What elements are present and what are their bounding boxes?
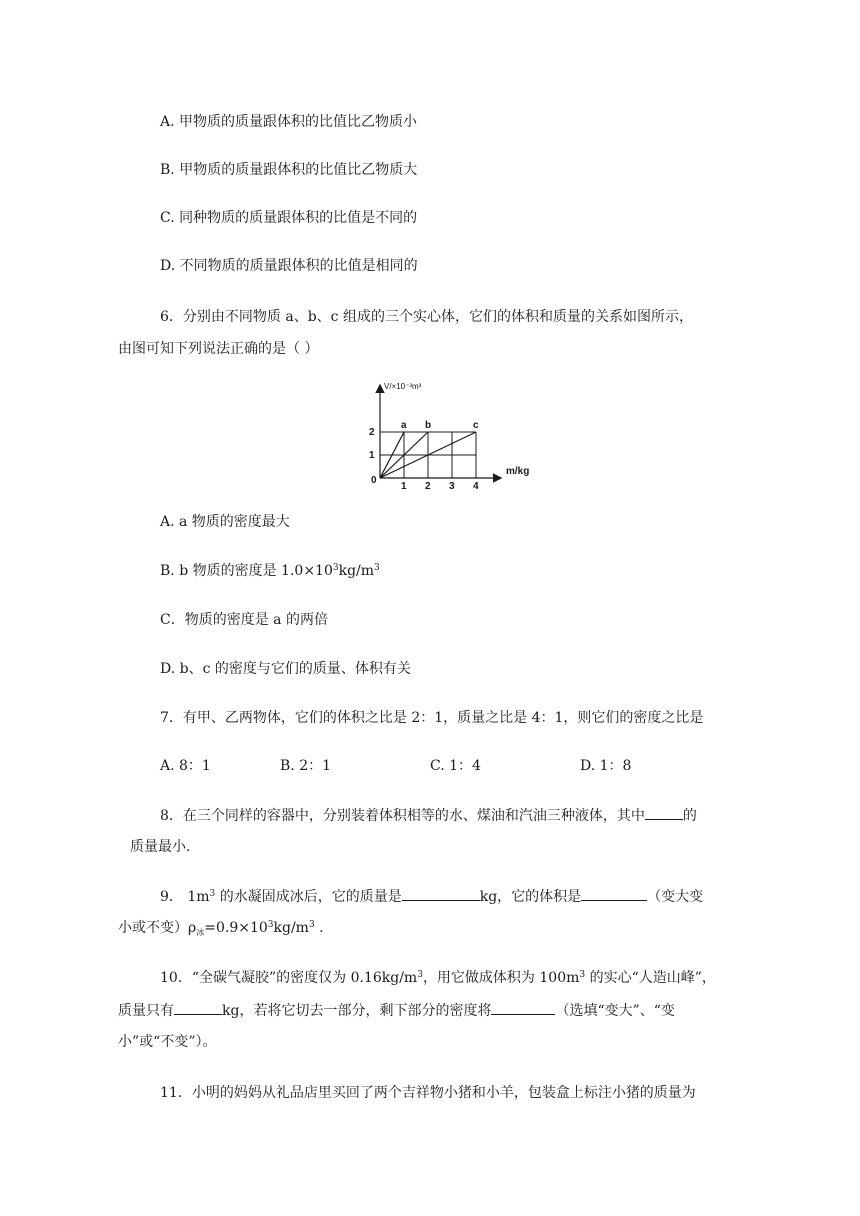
q10-line1: 10．“全碳气凝胶”的密度仅为 $0.16kg/m^3$，用它做成体积为 $100m^3$ 的实心“人造山峰”，: [160, 970, 716, 986]
q5-option-d: D. 不同物质的质量跟体积的比值是相同的: [160, 258, 418, 274]
x-tick-label: 2: [425, 481, 431, 490]
x-axis-label: m/kg: [506, 466, 530, 477]
q6-option-b: B. b 物质的密度是 $1.0\times 10^3kg/m^3$: [160, 563, 380, 579]
q9-line1: 9． $1m^3$ 的水凝固成冰后，它的质量是 kg，它的体积是 （变大变: [160, 886, 703, 907]
q7-option-b: B. 2：1: [280, 758, 332, 774]
q7-stem: 7．有甲、乙两物体，它们的体积之比是 2：1，质量之比是 4：1，则它们的密度之比是: [160, 710, 704, 726]
q6-stem-line2: 由图可知下列说法正确的是（ ）: [118, 341, 319, 357]
x-tick-label: 4: [473, 481, 479, 490]
q10-density-blank: [491, 1000, 555, 1015]
chart-labels: [369, 382, 529, 490]
x-tick-label: 1: [401, 481, 407, 490]
q5-option-c: C. 同种物质的质量跟体积的比值是不同的: [160, 210, 418, 226]
y-tick-label: 2: [369, 427, 375, 438]
q8-line1: 8．在三个同样的容器中，分别装着体积相等的水、煤油和汽油三种液体，其中 的: [160, 805, 697, 826]
x-tick-label: 3: [449, 481, 455, 490]
series-label-a: a: [401, 420, 407, 431]
q11-line1: 11．小明的妈妈从礼品店里买回了两个吉祥物小猪和小羊，包装盒上标注小猪的质量为: [160, 1085, 696, 1101]
y-axis-label: V/×10⁻³m³: [384, 382, 422, 391]
q10-line3: 小”或“不变”）。: [118, 1034, 217, 1050]
q5-option-a: A. 甲物质的质量跟体积的比值比乙物质小: [160, 114, 418, 130]
y-tick-label: 1: [369, 450, 375, 461]
q8-line2: 质量最小.: [130, 839, 191, 855]
series-label-b: b: [425, 420, 432, 431]
q9-mass-blank: [402, 886, 480, 901]
q6-stem-line1: 6．分别由不同物质 a、b、c 组成的三个实心体，它们的体积和质量的关系如图所示，: [160, 309, 693, 325]
origin-label: 0: [371, 475, 377, 486]
q9-volume-blank: [581, 886, 647, 901]
q6-option-c: C．物质的密度是 a 的两倍: [160, 612, 328, 628]
q7-option-d: D. 1：8: [580, 758, 632, 774]
q6-option-a: A. a 物质的密度最大: [160, 514, 290, 530]
q10-mass-blank: [174, 1000, 222, 1015]
q9-line2: 小或不变）$\rho_冰=0.9\times 10^3kg/m^3$ .: [118, 920, 324, 937]
q8-answer-blank: [645, 805, 683, 820]
q10-line2: 质量只有 kg，若将它切去一部分，剩下部分的密度将 （选填“变大”、“变: [118, 1000, 675, 1021]
q7-option-c: C. 1：4: [430, 758, 481, 774]
q5-option-b: B. 甲物质的质量跟体积的比值比乙物质大: [160, 162, 418, 178]
q6-option-d: D. b、c 的密度与它们的质量、体积有关: [160, 661, 411, 677]
density-chart: [366, 380, 546, 490]
series-label-c: c: [473, 420, 479, 431]
q7-option-a: A. 8：1: [160, 758, 211, 774]
